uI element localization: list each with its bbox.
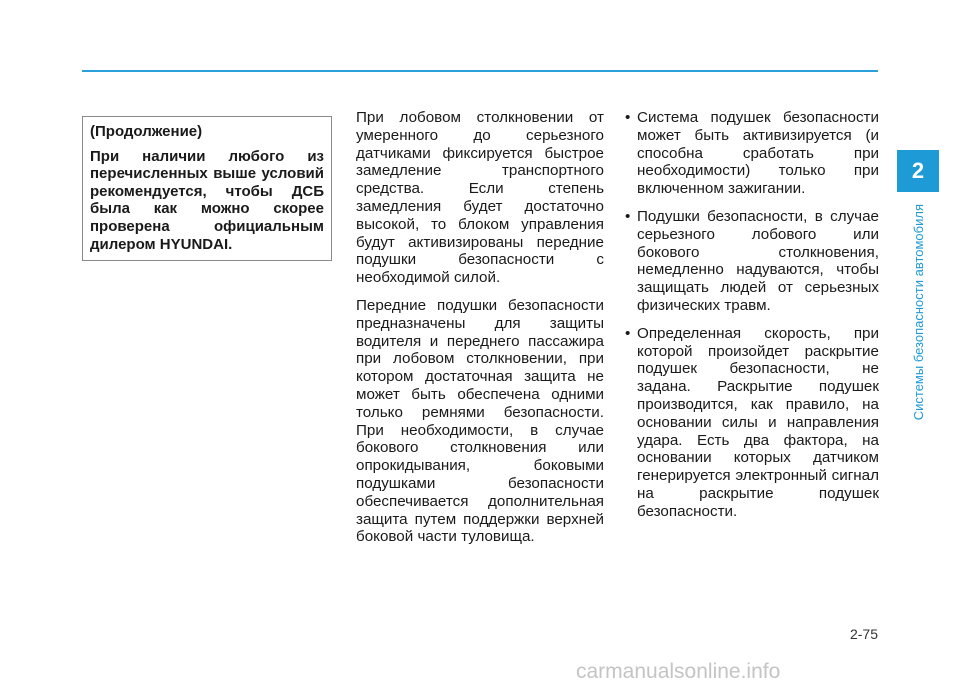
page-number: 2-75 [849, 626, 878, 642]
header-rule [82, 70, 878, 72]
bullet-item: • Система подушек безопасности может быть активизируется (и способна сработать при необходимости) только при включенном зажигании. [625, 109, 879, 198]
watermark: carmanualsonline.info [576, 660, 781, 683]
paragraph-front-airbags: Передние подушки безопасности предназначены для защиты водителя и переднего пассажира при лобовом столкновении, при котором достаточная защита не может быть обеспечена одними только ремнями безопасности. При необходимости, в случае бокового столкновения или опрокидывания, боковыми подушками безопасности обеспечивается дополнительная защита путем поддержки верхней боковой части туловища. [356, 296, 604, 546]
note-title: (Продолжение) [90, 123, 203, 140]
side-section-title [890, 198, 946, 426]
continuation-note-box [82, 116, 332, 261]
note-text: При наличии любого из перечисленных выше условий рекомендуется, чтобы ДСБ была как можно скорее проверена официальным дилером HYUNDAI. [90, 147, 324, 253]
text-column-3 [625, 109, 879, 531]
text-column-2 [356, 109, 604, 556]
side-title-text: Системы безопасности автомобиля [910, 203, 926, 421]
paragraph-frontal-collision: При лобовом столкновении от умеренного до серьезного датчиками фиксируется быстрое замедление транспортного средства. Если степень замедления будет достаточно высокой, то блоком управления будут активизированы передние подушки безопасности с необходимой силой. [356, 109, 604, 287]
bullet-item: • Подушки безопасности, в случае серьезного лобового или бокового столкновения, немедленно надуваются, чтобы защищать людей от серьезных физических травм. [625, 208, 879, 315]
chapter-tab [897, 150, 939, 192]
bullet-list [625, 109, 879, 521]
bullet-item: • Определенная скорость, при которой произойдет раскрытие подушек безопасности, не задана. Раскрытие подушек производится, как правило, на основании силы и направления удара. Есть два фактора, на основании которых датчиком генерируется электронный сигнал на раскрытие подушек безопасности. [625, 325, 879, 521]
chapter-number: 2 [911, 158, 925, 183]
